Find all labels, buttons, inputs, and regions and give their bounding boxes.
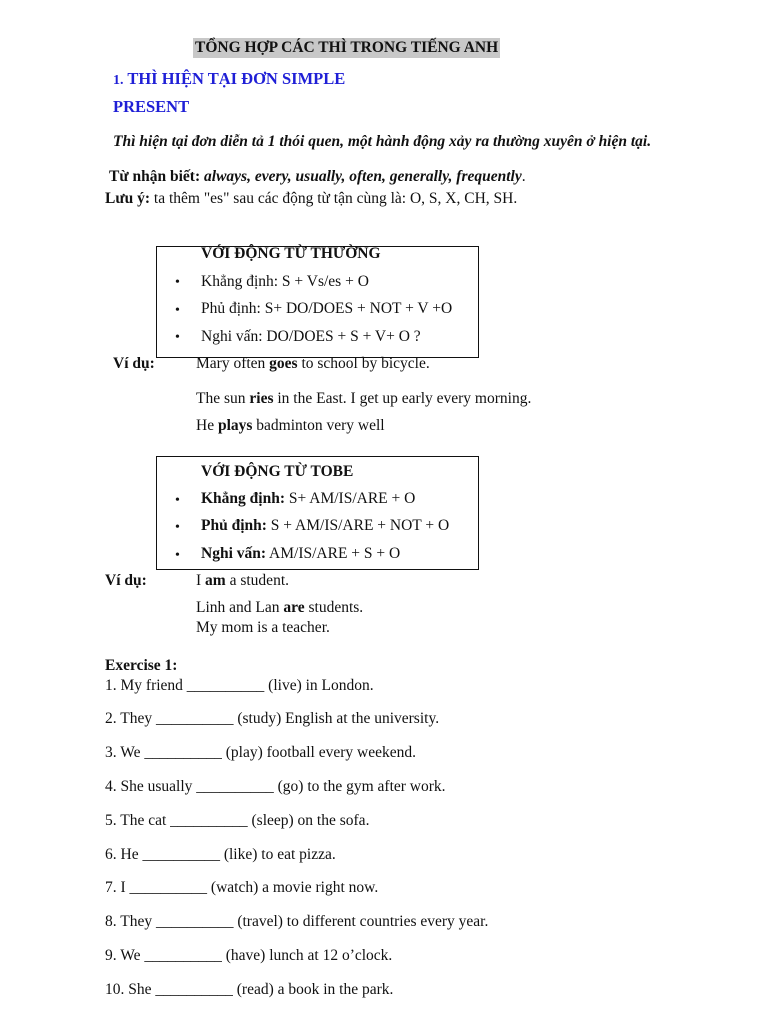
example-label: Ví dụ: xyxy=(113,355,155,372)
exercise-item: 9. We __________ (have) lunch at 12 o’clock. xyxy=(105,947,393,964)
tense-description: Thì hiện tại đơn diễn tả 1 thói quen, một hành động xảy ra thường xuyên ở hiện tại. xyxy=(113,133,652,150)
tobe-item-text: S+ AM/IS/ARE + O xyxy=(285,490,416,507)
exercise-item: 3. We __________ (play) football every weekend. xyxy=(105,744,416,761)
exercise-item: 2. They __________ (study) English at the university. xyxy=(105,710,440,727)
regular-verb-box-title: VỚI ĐỘNG TỪ THƯỜNG xyxy=(201,245,381,262)
example-text: Mary often xyxy=(196,355,270,372)
regular-affirmative: Khẳng định: S + Vs/es + O xyxy=(201,273,369,290)
exercise-item: 6. He __________ (like) to eat pizza. xyxy=(105,846,336,863)
bullet-icon: • xyxy=(175,520,180,535)
example-label: Ví dụ: xyxy=(105,572,147,589)
example-text: a student. xyxy=(225,572,289,589)
example-verb: am xyxy=(205,572,226,589)
exercise-item: 1. My friend __________ (live) in London. xyxy=(105,677,374,694)
bullet-icon: • xyxy=(175,493,180,508)
tobe-question xyxy=(201,544,400,564)
note-label: Lưu ý: xyxy=(105,190,151,207)
bullet-icon: • xyxy=(175,275,180,290)
section-heading xyxy=(113,69,345,91)
tobe-affirmative xyxy=(201,489,415,509)
example-verb: plays xyxy=(217,417,253,434)
exercise-item: 8. They __________ (travel) to different countries every year. xyxy=(105,913,489,930)
bullet-icon: • xyxy=(175,548,180,563)
example-verb: are xyxy=(283,599,305,616)
example-text: to school by bicycle. xyxy=(297,355,430,372)
bullet-icon: • xyxy=(175,330,180,345)
tobe-item-text: AM/IS/ARE + S + O xyxy=(266,545,401,562)
example-text: The sun xyxy=(196,390,250,407)
example-text: badminton very well xyxy=(252,417,385,434)
note-text: ta thêm "es" sau các động từ tận cùng là: O, S, X, CH, SH. xyxy=(153,190,518,207)
example-regular-line1 xyxy=(196,354,430,374)
example-text: I xyxy=(196,572,206,589)
exercise-title: Exercise 1: xyxy=(105,657,178,674)
example-text: students. xyxy=(304,599,364,616)
bullet-icon: • xyxy=(175,303,180,318)
exercise-item: 10. She __________ (read) a book in the park. xyxy=(105,981,394,998)
example-tobe-line3: My mom is a teacher. xyxy=(196,619,330,636)
regular-question: Nghi vấn: DO/DOES + S + V+ O ? xyxy=(201,328,421,345)
example-verb: goes xyxy=(269,355,298,372)
tobe-negative xyxy=(201,516,449,536)
example-text: in the East. I get up early every morning. xyxy=(273,390,532,407)
example-text: He xyxy=(196,417,218,434)
signal-words: always, every, usually, often, generally, frequently xyxy=(204,168,522,185)
tobe-item-label: Nghi vấn: xyxy=(201,545,267,562)
tobe-item-label: Phủ định: xyxy=(201,517,267,534)
section-heading-line2: PRESENT xyxy=(113,97,190,116)
example-verb: ries xyxy=(249,390,274,407)
example-regular-line3 xyxy=(196,416,385,436)
signal-words-line xyxy=(109,167,526,187)
example-regular-line2 xyxy=(196,389,531,409)
tobe-item-label: Khẳng định: xyxy=(201,490,286,507)
note-line xyxy=(105,189,517,209)
example-text: Linh and Lan xyxy=(196,599,284,616)
section-heading-line1: THÌ HIỆN TẠI ĐƠN SIMPLE xyxy=(127,69,346,88)
document-title: TỔNG HỢP CÁC THÌ TRONG TIẾNG ANH xyxy=(195,39,499,56)
regular-negative: Phủ định: S+ DO/DOES + NOT + V +O xyxy=(201,300,453,317)
example-tobe-line2 xyxy=(196,598,363,618)
tobe-item-text: S + AM/IS/ARE + NOT + O xyxy=(266,517,450,534)
exercise-item: 4. She usually __________ (go) to the gym after work. xyxy=(105,778,446,795)
exercise-item: 5. The cat __________ (sleep) on the sofa. xyxy=(105,812,370,829)
section-number: 1. xyxy=(113,73,124,88)
exercise-item: 7. I __________ (watch) a movie right now. xyxy=(105,879,379,896)
signal-words-label: Từ nhận biết: xyxy=(109,168,201,185)
signal-words-end: . xyxy=(521,168,526,185)
tobe-box-title: VỚI ĐỘNG TỪ TOBE xyxy=(201,463,354,480)
example-tobe-line1 xyxy=(196,571,289,591)
